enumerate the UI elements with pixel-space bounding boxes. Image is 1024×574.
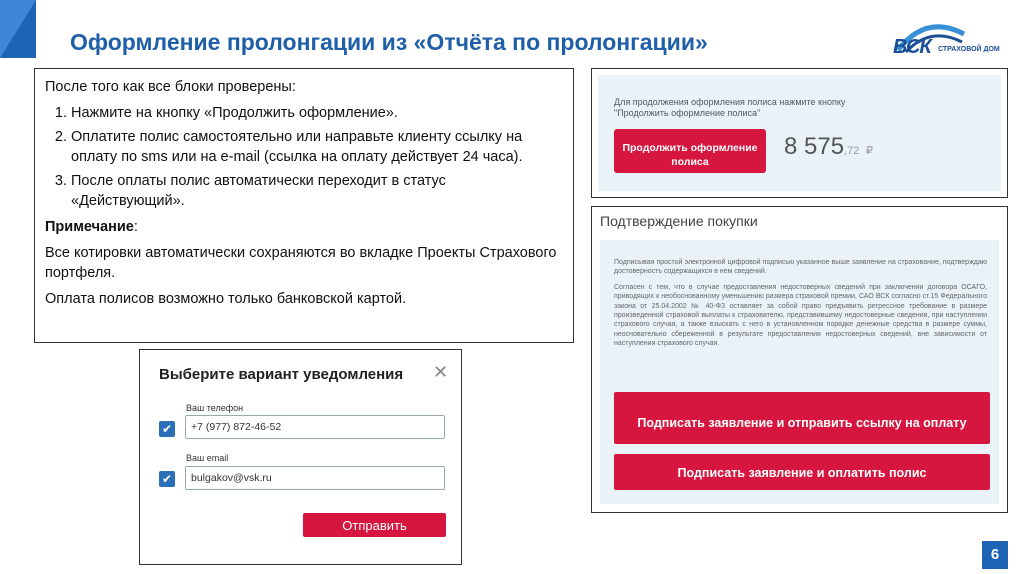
instruction-step: 1. Нажмите на кнопку «Продолжить оформление». (71, 103, 563, 123)
note-line: Оплата полисов возможно только банковской картой. (45, 291, 407, 307)
send-button[interactable]: Отправить (303, 513, 446, 537)
page-number: 6 (982, 541, 1008, 569)
phone-input[interactable]: +7 (977) 872-46-52 (185, 415, 445, 439)
phone-checkbox[interactable]: ✔ (159, 421, 175, 437)
legal-text (614, 258, 987, 355)
purchase-heading: Подтверждение покупки (600, 213, 758, 229)
purchase-panel-inner (600, 240, 999, 504)
continue-panel (591, 68, 1008, 198)
policy-price (784, 133, 873, 161)
email-label: Ваш email (186, 453, 229, 463)
note-heading (45, 217, 563, 237)
logo-subtitle: СТРАХОВОЙ ДОМ (938, 46, 1000, 53)
close-icon[interactable]: ✕ (433, 362, 449, 382)
instruction-step: 2. Оплатите полис самостоятельно или направьте клиенту ссылку на оплату по sms или на e-mail (ссылка на оплату действует 24 часа). (71, 127, 563, 167)
note-label: Примечание (45, 219, 134, 235)
note-line: Все котировки автоматически сохраняются во вкладке Проекты Страхового портфеля. (45, 245, 557, 281)
continue-hint: Для продолжения оформления полиса нажмите кнопку "Продолжить оформление полиса" (614, 97, 846, 118)
price-main: 8 575 (784, 133, 845, 160)
purchase-confirmation-panel (591, 206, 1008, 513)
instructions-box (34, 68, 574, 343)
legal-paragraph: Подписывая простой электронной цифровой подписью указанное выше заявление на страхование, подтверждаю достоверность содержащихся в нем сведений. (614, 259, 987, 276)
instruction-step: 3. После оплаты полис автоматически переходит в статус «Действующий». (71, 171, 563, 211)
legal-paragraph: Согласен с тем, что в случае предоставления недостоверных сведений при заключении договора ОСАГО, приводящих к необоснованному уменьшению размера страховой премии, САО ВСК согласно ст.15 Федерального закона от 25.04.2002 № 40-ФЗ оставляет за собой право предъявить регрессное требование в размере произведенной страховой выплаты к страхователю, представившему недостоверные сведения, при наступлении страхового случая, а также взыскать с него в установленном порядке денежные средства в размере суммы, неосновательно сбереженной в результате предоставления недостоверных сведений, вне зависимости от наступления страхового случая. (614, 283, 987, 348)
instructions-steps (45, 103, 563, 211)
sign-and-pay-button[interactable]: Подписать заявление и оплатить полис (614, 454, 990, 490)
instructions-intro: После того как все блоки проверены: (45, 79, 296, 95)
email-checkbox[interactable]: ✔ (159, 471, 175, 487)
vsk-logo (888, 20, 1008, 68)
corner-decoration (0, 0, 36, 58)
notification-dialog (139, 349, 462, 565)
price-currency: ₽ (866, 145, 874, 157)
page-title: Оформление пролонгации из «Отчёта по пролонгации» (70, 29, 708, 55)
logo-brand: ВСК (893, 36, 931, 58)
dialog-title: Выберите вариант уведомления (159, 366, 404, 383)
continue-panel-inner (598, 75, 1001, 191)
note-colon: : (133, 219, 138, 235)
sign-and-send-link-button[interactable]: Подписать заявление и отправить ссылку на оплату (614, 392, 990, 444)
phone-label: Ваш телефон (186, 403, 244, 413)
continue-button[interactable]: Продолжить оформление полиса (614, 129, 766, 173)
email-input[interactable]: bulgakov@vsk.ru (185, 466, 445, 490)
price-cents: ,72 (844, 145, 860, 157)
